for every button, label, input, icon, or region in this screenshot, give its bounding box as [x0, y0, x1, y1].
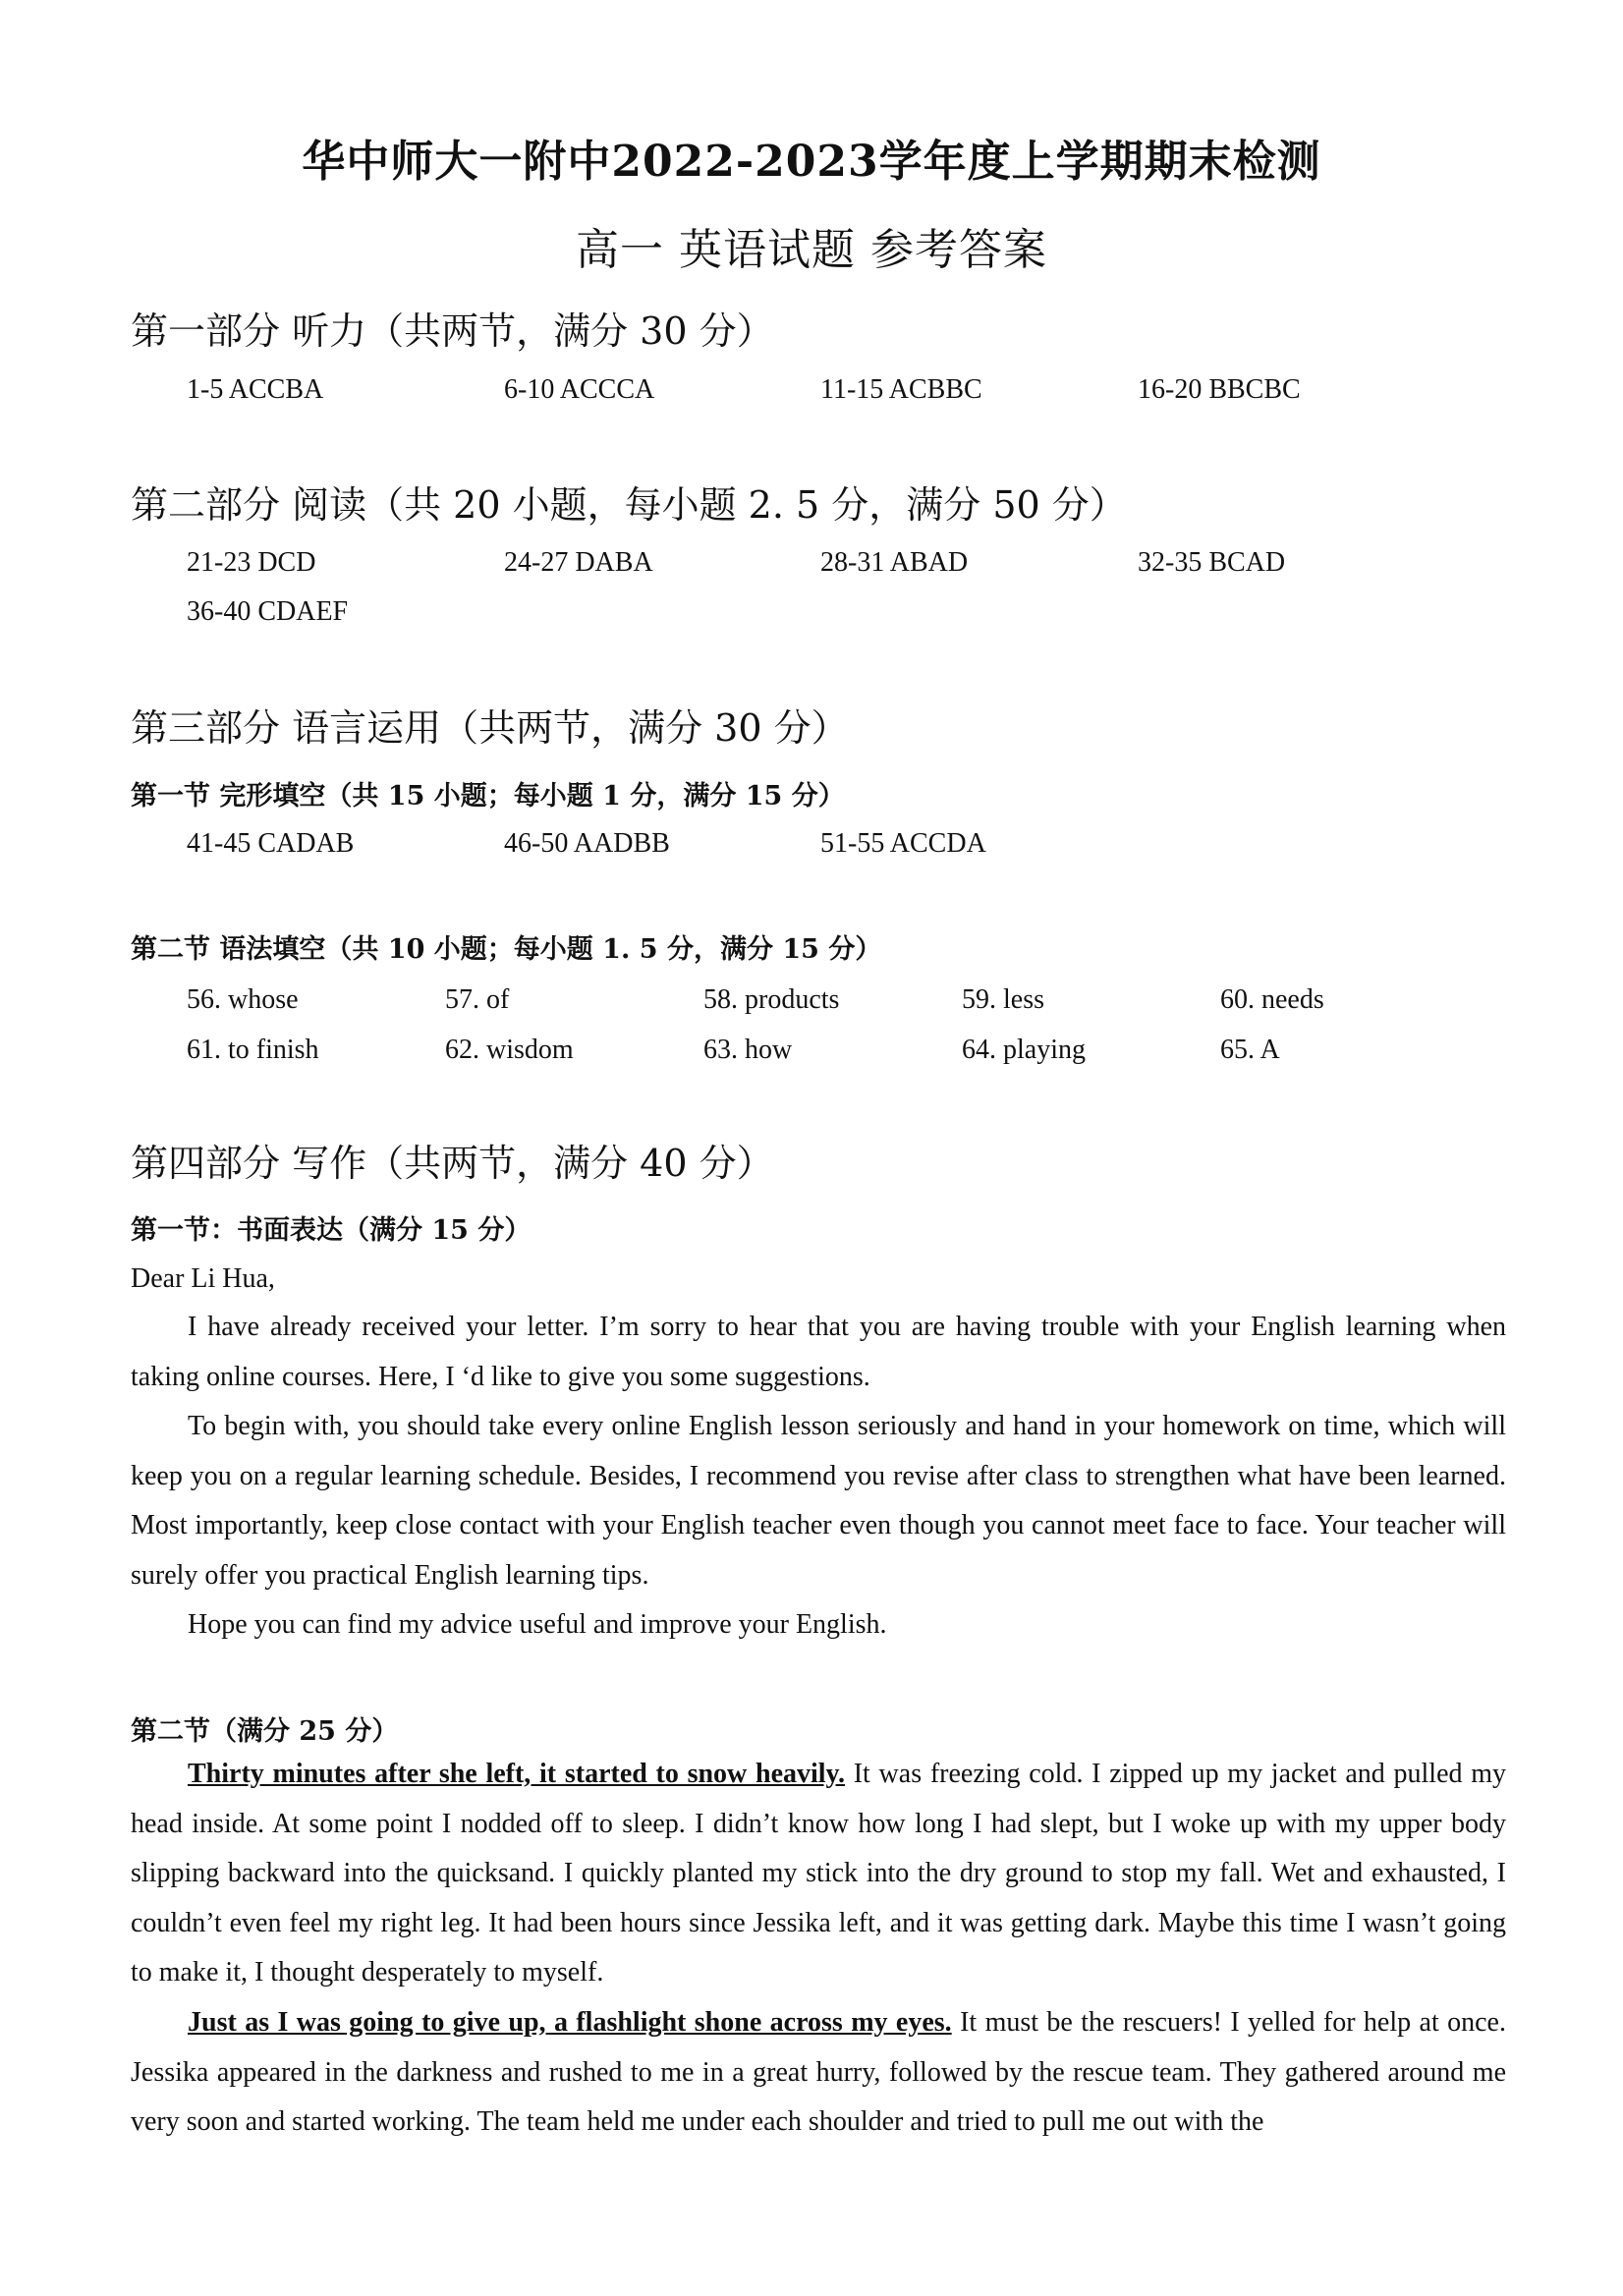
grammar-answer: 65. A — [1220, 1035, 1280, 1065]
grammar-answers-row2 — [187, 1035, 1479, 1066]
letter-paragraph: To begin with, you should take every online English lesson seriously and hand in your homework on time, which will keep you on a regular learning schedule. Besides, I recommend you revise after class to strengthen what have been learned. Most importantly, keep close contact with your English teacher even though you cannot meet face to face. Your teacher will surely offer you practical English learning tips. — [131, 1411, 1506, 1591]
letter-paragraph: I have already received your letter. I’m sorry to hear that you are having trouble with your English learning when taking online courses. Here, I ‘d like to give you some suggestions. — [131, 1312, 1506, 1392]
part1-answer: 11-15 ACBBC — [820, 374, 982, 405]
grammar-answer: 57. of — [445, 984, 510, 1015]
part3-section1-heading: 第一节 完形填空（共 15 小题；每小题 1 分，满分 15 分） — [131, 781, 845, 812]
part2-answer: 36-40 CDAEF — [187, 596, 349, 627]
page-subtitle: 高一 英语试题 参考答案 — [576, 225, 1047, 275]
cloze-answer: 46-50 AADBB — [504, 828, 670, 859]
part2-answer: 28-31 ABAD — [820, 547, 969, 578]
part2-answer: 21-23 DCD — [187, 547, 316, 578]
part1-answer: 16-20 BBCBC — [1138, 374, 1301, 405]
story-opening-sentence: Just as I was going to give up, a flashlight shone across my eyes. — [188, 2007, 952, 2038]
part1-heading: 第一部分 听力（共两节，满分 30 分） — [131, 309, 774, 353]
part2-answer: 24-27 DABA — [504, 547, 653, 578]
grammar-answer: 63. how — [703, 1035, 793, 1065]
page-title: 华中师大一附中2022-2023学年度上学期期末检测 — [302, 137, 1321, 187]
cloze-answer: 41-45 CADAB — [187, 828, 355, 859]
story-text: It was freezing cold. I zipped up my jacket and pulled my head inside. At some point I nodded off to sleep. I didn’t know how long I had slept, but I woke up with my upper body slipping backward into the quicksand. I quickly planted my stick into the dry ground to stop my fall. Wet and exhausted, I couldn’t even feel my right leg. It had been hours since Jessika left, and it was getting dark. Maybe this time I wasn’t going to make it, I thought desperately to myself. — [131, 1759, 1506, 1988]
part2-answer: 32-35 BCAD — [1138, 547, 1286, 578]
part4-section1-heading: 第一节：书面表达（满分 15 分） — [131, 1215, 532, 1246]
part1-answer: 1-5 ACCBA — [187, 374, 324, 405]
part1-answer: 6-10 ACCCA — [504, 374, 655, 405]
story-paragraph — [131, 1750, 1506, 1998]
cloze-answer: 51-55 ACCDA — [820, 828, 986, 859]
part3-section2-heading: 第二节 语法填空（共 10 小题；每小题 1. 5 分，满分 15 分） — [131, 934, 882, 965]
grammar-answers-row1 — [187, 984, 1479, 1016]
part3-heading: 第三部分 语言运用（共两节，满分 30 分） — [131, 706, 849, 750]
grammar-answer: 56. whose — [187, 984, 299, 1015]
grammar-answer: 59. less — [962, 984, 1044, 1015]
letter-salutation: Dear Li Hua, — [131, 1263, 275, 1294]
story-text: It must be the rescuers! I yelled for help at once. Jessika appeared in the darkness and rushed to me in a great hurry, followed by the rescue team. They gathered around me very soon and started working. The team held me under each shoulder and tried to pull me out with the — [131, 2007, 1506, 2137]
letter-paragraph: Hope you can find my advice useful and improve your English. — [188, 1609, 887, 1640]
part2-heading: 第二部分 阅读（共 20 小题，每小题 2. 5 分，满分 50 分） — [131, 483, 1127, 527]
grammar-answer: 60. needs — [1220, 984, 1324, 1015]
part4-section2-heading: 第二节（满分 25 分） — [131, 1716, 399, 1747]
grammar-answer: 62. wisdom — [445, 1035, 574, 1065]
grammar-answer: 61. to finish — [187, 1035, 319, 1065]
grammar-answer: 58. products — [703, 984, 840, 1015]
story-opening-sentence: Thirty minutes after she left, it started to snow heavily. — [188, 1759, 846, 1789]
part4-heading: 第四部分 写作（共两节，满分 40 分） — [131, 1142, 774, 1185]
story-paragraph — [131, 1998, 1506, 2148]
grammar-answer: 64. playing — [962, 1035, 1086, 1065]
